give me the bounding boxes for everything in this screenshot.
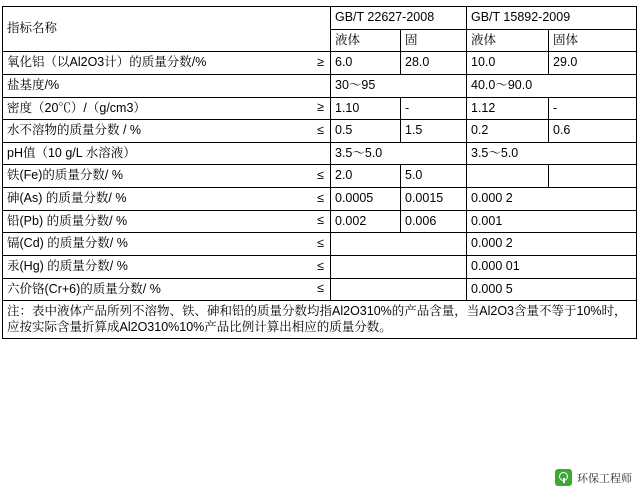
row-label bbox=[3, 97, 331, 120]
row-comparator: ≤ bbox=[317, 236, 324, 251]
row-value bbox=[331, 233, 467, 256]
row-value: 40.0～90.0 bbox=[467, 74, 637, 97]
row-value: 5.0 bbox=[401, 165, 467, 188]
header-form-0: 液体 bbox=[331, 29, 401, 52]
row-label bbox=[3, 233, 331, 256]
wechat-account-badge bbox=[555, 469, 632, 486]
table-row bbox=[3, 52, 637, 75]
table-row bbox=[3, 210, 637, 233]
row-label-text: pH值（10 g/L 水溶液） bbox=[7, 145, 136, 160]
table-row bbox=[3, 142, 637, 165]
row-value: 2.0 bbox=[331, 165, 401, 188]
row-value: 0.000 5 bbox=[467, 278, 637, 301]
header-form-1: 固 bbox=[401, 29, 467, 52]
row-comparator: ≥ bbox=[317, 55, 324, 70]
table-note-row bbox=[3, 301, 637, 339]
row-value bbox=[331, 278, 467, 301]
row-label bbox=[3, 52, 331, 75]
table-row bbox=[3, 74, 637, 97]
table-row bbox=[3, 97, 637, 120]
row-value: 6.0 bbox=[331, 52, 401, 75]
row-label bbox=[3, 188, 331, 211]
table-row bbox=[3, 120, 637, 143]
row-value: 1.10 bbox=[331, 97, 401, 120]
row-label bbox=[3, 255, 331, 278]
row-label bbox=[3, 278, 331, 301]
header-standard-0: GB/T 22627-2008 bbox=[331, 7, 467, 30]
page-top-margin bbox=[0, 0, 640, 5]
row-value: 0.002 bbox=[331, 210, 401, 233]
row-label-text: 密度（20℃）/（g/cm3） bbox=[7, 100, 146, 115]
row-value: 1.5 bbox=[401, 120, 467, 143]
table-note: 注：表中液体产品所列不溶物、铁、砷和铅的质量分数均指Al2O310%的产品含量，当Al2O3含量不等于10%时，应按实际含量折算成Al2O310%10%产品比例计算出相应的质量分数。 bbox=[3, 301, 637, 339]
row-label-text: 汞(Hg) 的质量分数/ % bbox=[7, 258, 128, 273]
row-label bbox=[3, 74, 331, 97]
table-row bbox=[3, 233, 637, 256]
row-value: 0.006 bbox=[401, 210, 467, 233]
header-form-3: 固体 bbox=[549, 29, 637, 52]
row-value: 0.001 bbox=[467, 210, 637, 233]
table-row bbox=[3, 255, 637, 278]
table-row bbox=[3, 278, 637, 301]
row-value: 0.2 bbox=[467, 120, 549, 143]
row-label-text: 盐基度/% bbox=[7, 77, 60, 92]
row-label bbox=[3, 210, 331, 233]
row-value: 0.5 bbox=[331, 120, 401, 143]
table-row bbox=[3, 165, 637, 188]
row-value: 28.0 bbox=[401, 52, 467, 75]
header-standard-1: GB/T 15892-2009 bbox=[467, 7, 637, 30]
header-form-2: 液体 bbox=[467, 29, 549, 52]
row-comparator: ≥ bbox=[317, 100, 324, 115]
row-comparator: ≤ bbox=[317, 123, 324, 138]
row-label-text: 六价铬(Cr+6)的质量分数/ % bbox=[7, 281, 161, 296]
row-label bbox=[3, 120, 331, 143]
row-value bbox=[549, 165, 637, 188]
leaf-badge-icon bbox=[555, 469, 572, 486]
row-value: 0.000 2 bbox=[467, 233, 637, 256]
row-value: 3.5～5.0 bbox=[467, 142, 637, 165]
row-value: 0.000 2 bbox=[467, 188, 637, 211]
row-value bbox=[467, 165, 549, 188]
row-value: 30～95 bbox=[331, 74, 467, 97]
table-header-row bbox=[3, 7, 637, 30]
row-label-text: 砷(As) 的质量分数/ % bbox=[7, 191, 127, 205]
row-label-text: 铅(Pb) 的质量分数/ % bbox=[7, 213, 128, 228]
row-label bbox=[3, 142, 331, 165]
row-label-text: 铁(Fe)的质量分数/ % bbox=[7, 168, 123, 183]
row-comparator: ≤ bbox=[317, 168, 324, 183]
row-label-text: 镉(Cd) 的质量分数/ % bbox=[7, 236, 128, 251]
row-label bbox=[3, 165, 331, 188]
row-label-text: 水不溶物的质量分数 / % bbox=[7, 123, 142, 138]
header-name-col: 指标名称 bbox=[3, 7, 331, 52]
row-value: 3.5～5.0 bbox=[331, 142, 467, 165]
row-value: 0.000 01 bbox=[467, 255, 637, 278]
row-value: 0.6 bbox=[549, 120, 637, 143]
row-value: 0.0005 bbox=[331, 188, 401, 211]
row-comparator: ≤ bbox=[317, 258, 324, 273]
row-comparator: ≤ bbox=[317, 213, 324, 228]
row-value: 10.0 bbox=[467, 52, 549, 75]
account-name: 环保工程师 bbox=[577, 472, 632, 485]
row-value: 1.12 bbox=[467, 97, 549, 120]
row-value: - bbox=[401, 97, 467, 120]
row-label-text: 氧化铝（以Al2O3计）的质量分数/% bbox=[7, 55, 207, 70]
row-value: - bbox=[549, 97, 637, 120]
specification-table bbox=[2, 6, 637, 339]
row-comparator: ≤ bbox=[317, 191, 324, 205]
table-row bbox=[3, 188, 637, 211]
row-value bbox=[331, 255, 467, 278]
row-value: 29.0 bbox=[549, 52, 637, 75]
row-comparator: ≤ bbox=[317, 281, 324, 296]
row-value: 0.0015 bbox=[401, 188, 467, 211]
